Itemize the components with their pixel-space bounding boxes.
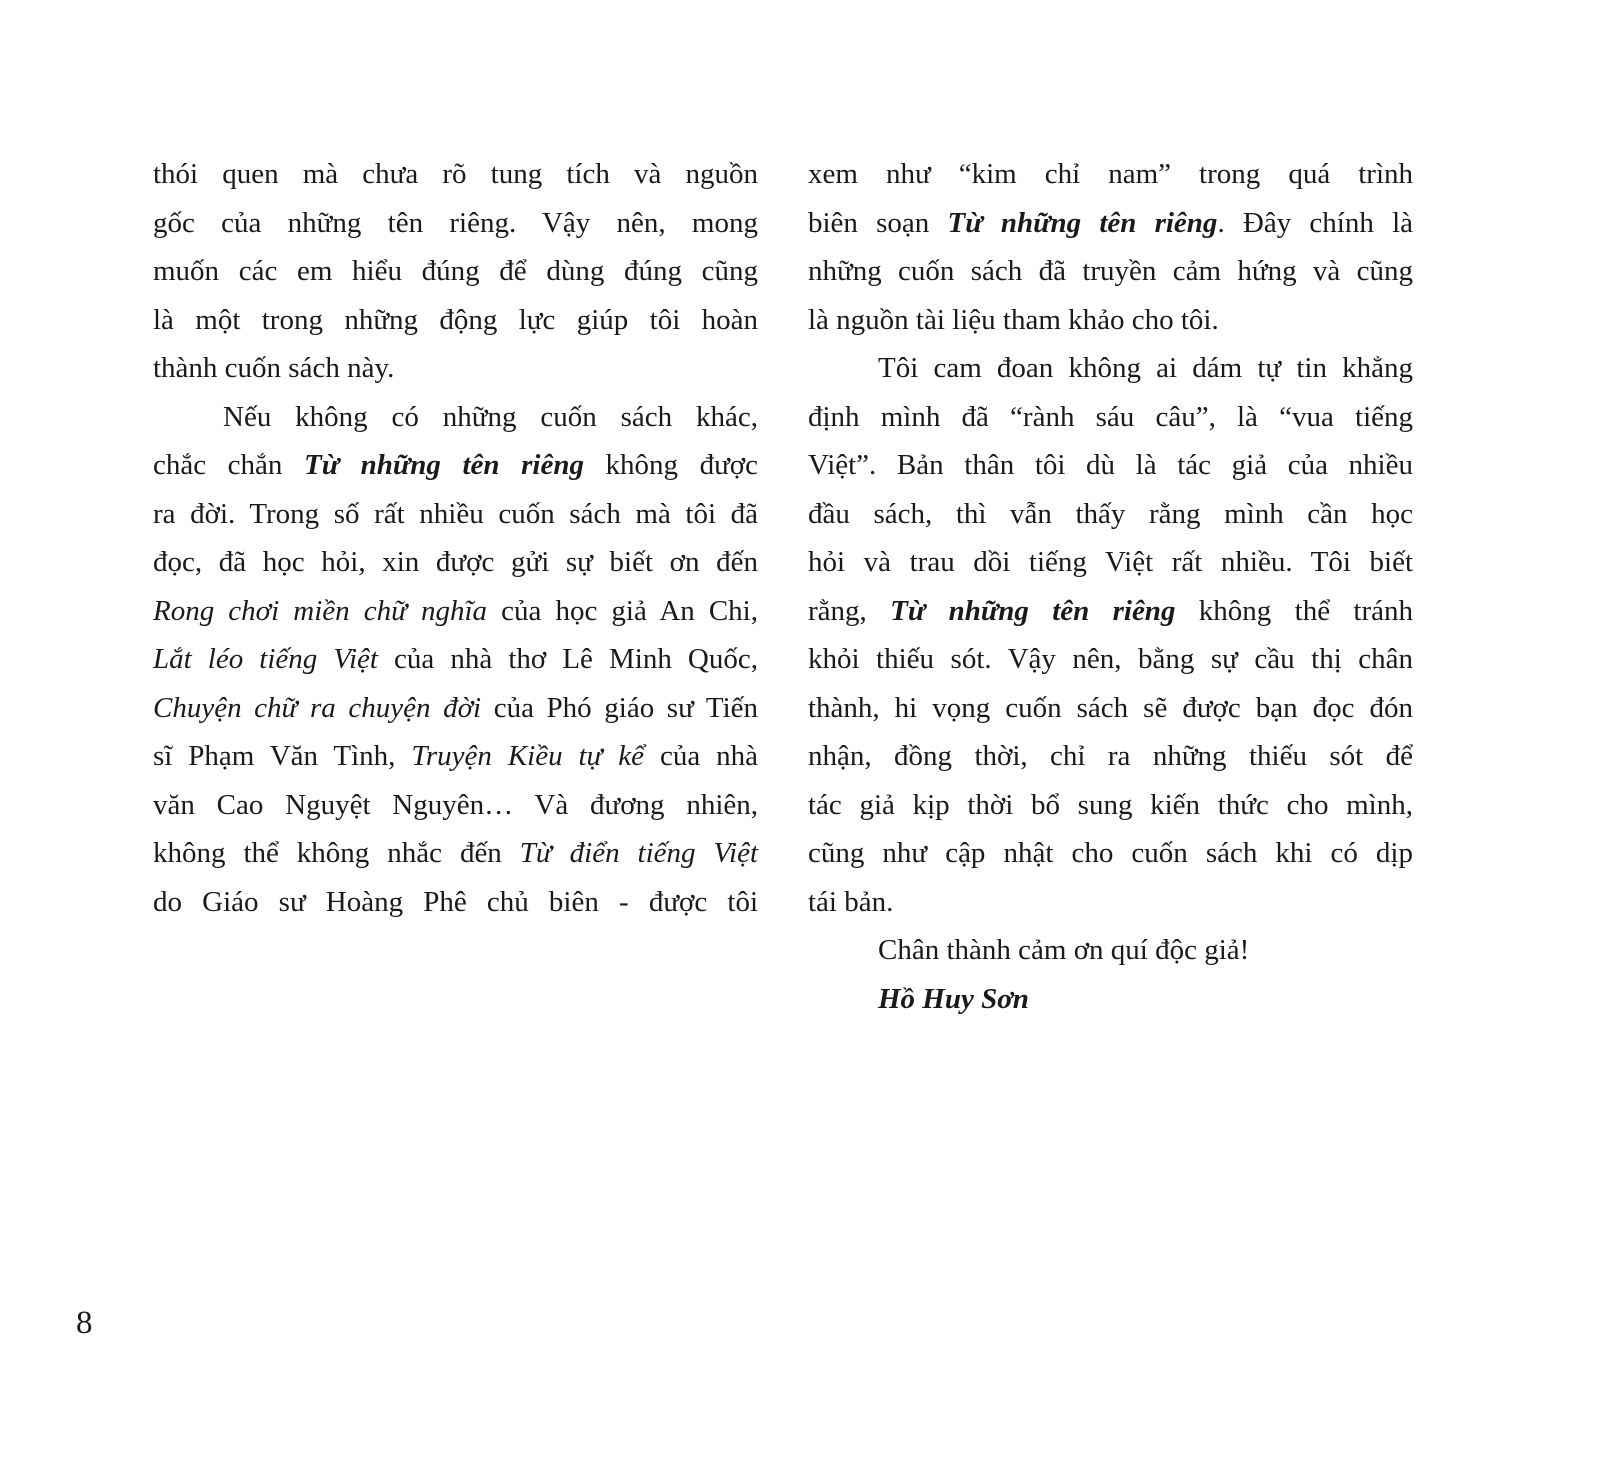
text-line [153,732,758,781]
text-segment: hỏi và trau dồi tiếng Việt rất nhiều. Tôi biết [808,546,1413,578]
text-segment: thành cuốn sách này. [153,352,395,384]
text-line [808,635,1413,684]
book-title-italic: Lắt léo tiếng Việt [153,643,378,675]
text-line [808,441,1413,490]
text-line [808,538,1413,587]
book-title-bold-italic: Từ những tên riêng [947,206,1218,239]
text-segment: biên soạn [808,206,948,239]
text-line [808,829,1413,878]
book-title-italic: Rong chơi miền chữ nghĩa [153,594,488,627]
book-title-italic: Truyện Kiều tự kể [411,740,645,772]
text-segment: Nếu không có những cuốn sách khác, [223,400,758,433]
text-line [153,781,758,830]
text-segment: của nhà thơ Lê Minh Quốc, [377,643,758,675]
text-segment: rằng, [808,594,891,627]
text-line [808,490,1413,539]
text-segment: không thể không nhắc đến [153,837,520,869]
text-segment: định mình đã “rành sáu câu”, là “vua tiếng [808,400,1413,433]
text-segment: đầu sách, thì vẫn thấy rằng mình cần học [808,497,1413,530]
text-line [153,199,758,248]
text-segment: của Phó giáo sư Tiến [481,691,758,724]
text-line [153,150,758,199]
page-number: 8 [76,1305,93,1341]
text-segment: gốc của những tên riêng. Vậy nên, mong [153,206,758,239]
text-line [153,635,758,684]
book-title-bold-italic: Từ những tên riêng [304,449,584,481]
text-segment: những cuốn sách đã truyền cảm hứng và cũng [808,255,1413,287]
right-text-column [808,150,1413,1023]
text-segment: khỏi thiếu sót. Vậy nên, bằng sự cầu thị chân [808,643,1413,675]
text-line [808,684,1413,733]
text-line [808,296,1413,345]
text-line [153,490,758,539]
book-title-bold-italic: Hồ Huy Sơn [878,982,1029,1015]
text-line [808,781,1413,830]
text-segment: nhận, đồng thời, chỉ ra những thiếu sót để [808,740,1413,772]
text-segment: muốn các em hiểu đúng để dùng đúng cũng [153,255,758,287]
text-line [153,441,758,490]
text-segment: Tôi cam đoan không ai dám tự tin khẳng [878,352,1413,384]
book-title-bold-italic: Từ những tên riêng [890,594,1176,627]
text-line [153,829,758,878]
text-line [808,878,1413,927]
text-line [153,587,758,636]
text-line [808,587,1413,636]
text-line [808,344,1413,393]
text-line [808,150,1413,199]
book-title-italic: Từ điển tiếng Việt [519,837,758,869]
text-segment: Việt”. Bản thân tôi dù là tác giả của nhiều [808,449,1413,481]
text-segment: chắc chắn [153,449,304,481]
text-segment: ra đời. Trong số rất nhiều cuốn sách mà tôi đã [153,497,758,530]
text-segment: xem như “kim chỉ nam” trong quá trình [808,158,1413,190]
text-segment: không được [583,449,759,481]
text-segment: của học giả An Chi, [487,594,758,627]
left-text-column [153,150,758,926]
text-line [153,878,758,927]
text-line [153,247,758,296]
text-line [808,732,1413,781]
text-segment: đọc, đã học hỏi, xin được gửi sự biết ơn đến [153,546,758,578]
book-title-italic: Chuyện chữ ra chuyện đời [153,691,482,724]
text-segment: là một trong những động lực giúp tôi hoàn [153,303,758,336]
text-segment: cũng như cập nhật cho cuốn sách khi có dịp [808,837,1413,869]
text-segment: tái bản. [808,885,894,918]
text-line [808,926,1413,975]
text-line [153,296,758,345]
text-segment: thành, hi vọng cuốn sách sẽ được bạn đọc đón [808,691,1413,724]
text-segment: . Đây chính là [1217,206,1414,239]
text-line [808,393,1413,442]
text-segment: Chân thành cảm ơn quí độc giả! [878,934,1250,966]
text-segment: sĩ Phạm Văn Tình, [153,740,412,772]
text-segment: do Giáo sư Hoàng Phê chủ biên - được tôi [153,885,758,918]
text-line [808,247,1413,296]
text-line [153,344,758,393]
text-segment: là nguồn tài liệu tham khảo cho tôi. [808,303,1219,336]
text-line [153,684,758,733]
text-segment: của nhà [644,740,758,772]
text-line [153,393,758,442]
text-line [808,975,1413,1024]
text-segment: văn Cao Nguyệt Nguyên… Và đương nhiên, [153,788,758,821]
text-segment: thói quen mà chưa rõ tung tích và nguồn [153,158,758,190]
text-segment: tác giả kịp thời bổ sung kiến thức cho mình, [808,788,1413,821]
text-line [808,199,1413,248]
text-segment: không thể tránh [1175,594,1414,627]
text-line [153,538,758,587]
